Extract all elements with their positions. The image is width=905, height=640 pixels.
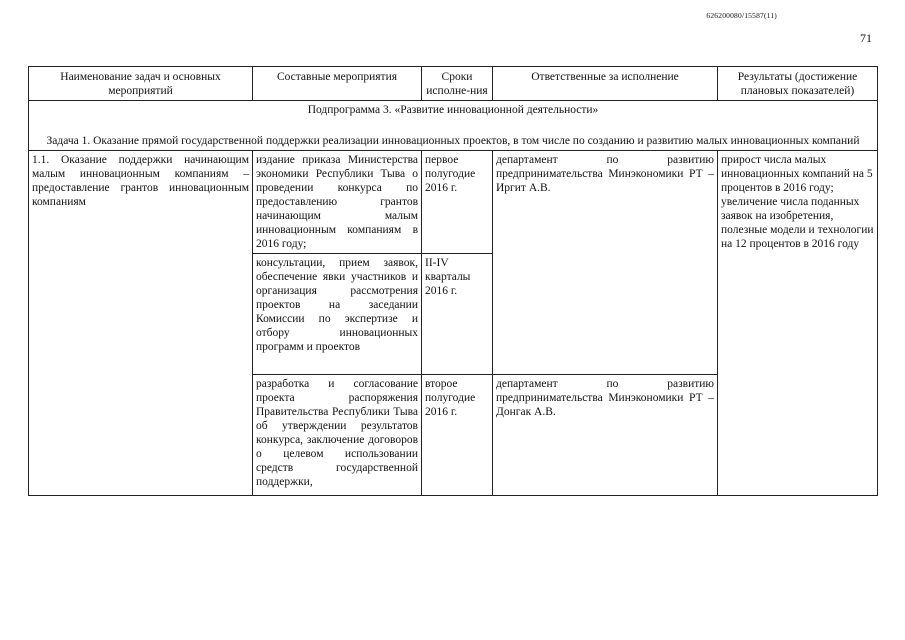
column-header-responsible: Ответственные за исполнение: [493, 67, 718, 101]
deadline-cell: II-IV кварталы 2016 г.: [422, 254, 493, 375]
column-header-deadlines: Сроки исполне-ния: [422, 67, 493, 101]
activity-cell: издание приказа Министерства экономики Республики Тыва о проведении конкурса по предоставлению грантов начинающим малым инновационным компаниям в 2016 году;: [253, 151, 422, 254]
document-code: 626200080/15587(11): [706, 11, 777, 20]
responsible-cell: департамент по развитию предпринимательства Минэкономики РТ – Донгак А.В.: [493, 375, 718, 496]
responsible-cell: департамент по развитию предпринимательства Минэкономики РТ – Иргит А.В.: [493, 151, 718, 375]
column-header-results: Результаты (достижение плановых показателей): [718, 67, 878, 101]
task-title: Задача 1. Оказание прямой государственной поддержки реализации инновационных проектов, в том числе по созданию и развитию малых инновационных компаний: [46, 135, 860, 147]
activity-cell: консультации, прием заявок, обеспечение явки участников и организация рассмотрения проектов на заседании Комиссии по экспертизе и отбору инновационных программ и проектов: [253, 254, 422, 375]
results-cell: прирост числа малых инновационных компаний на 5 процентов в 2016 году; увеличение числа поданных заявок на изобретения, полезные модели и технологии на 12 процентов в 2016 году: [718, 151, 878, 496]
column-header-tasks: Наименование задач и основных мероприятий: [29, 67, 253, 101]
subprogram-title: Подпрограмма 3. «Развитие инновационной деятельности»: [307, 104, 599, 116]
main-activity-cell: 1.1. Оказание поддержки начинающим малым инновационным компаниям – предоставление грантов инновационным компаниям: [29, 151, 253, 496]
deadline-cell: первое полугодие 2016 г.: [422, 151, 493, 254]
deadline-cell: второе полугодие 2016 г.: [422, 375, 493, 496]
section-row: [29, 101, 878, 151]
table-header-row: [29, 67, 878, 101]
page-number: 71: [860, 31, 872, 45]
section-cell: [29, 101, 878, 151]
column-header-activities: Составные мероприятия: [253, 67, 422, 101]
plan-table: [28, 66, 878, 496]
activity-cell: разработка и согласование проекта распоряжения Правительства Республики Тыва об утверждении результатов конкурса, заключение договоров о целевом использовании средств государственной поддержки,: [253, 375, 422, 496]
table-row: [29, 151, 878, 254]
